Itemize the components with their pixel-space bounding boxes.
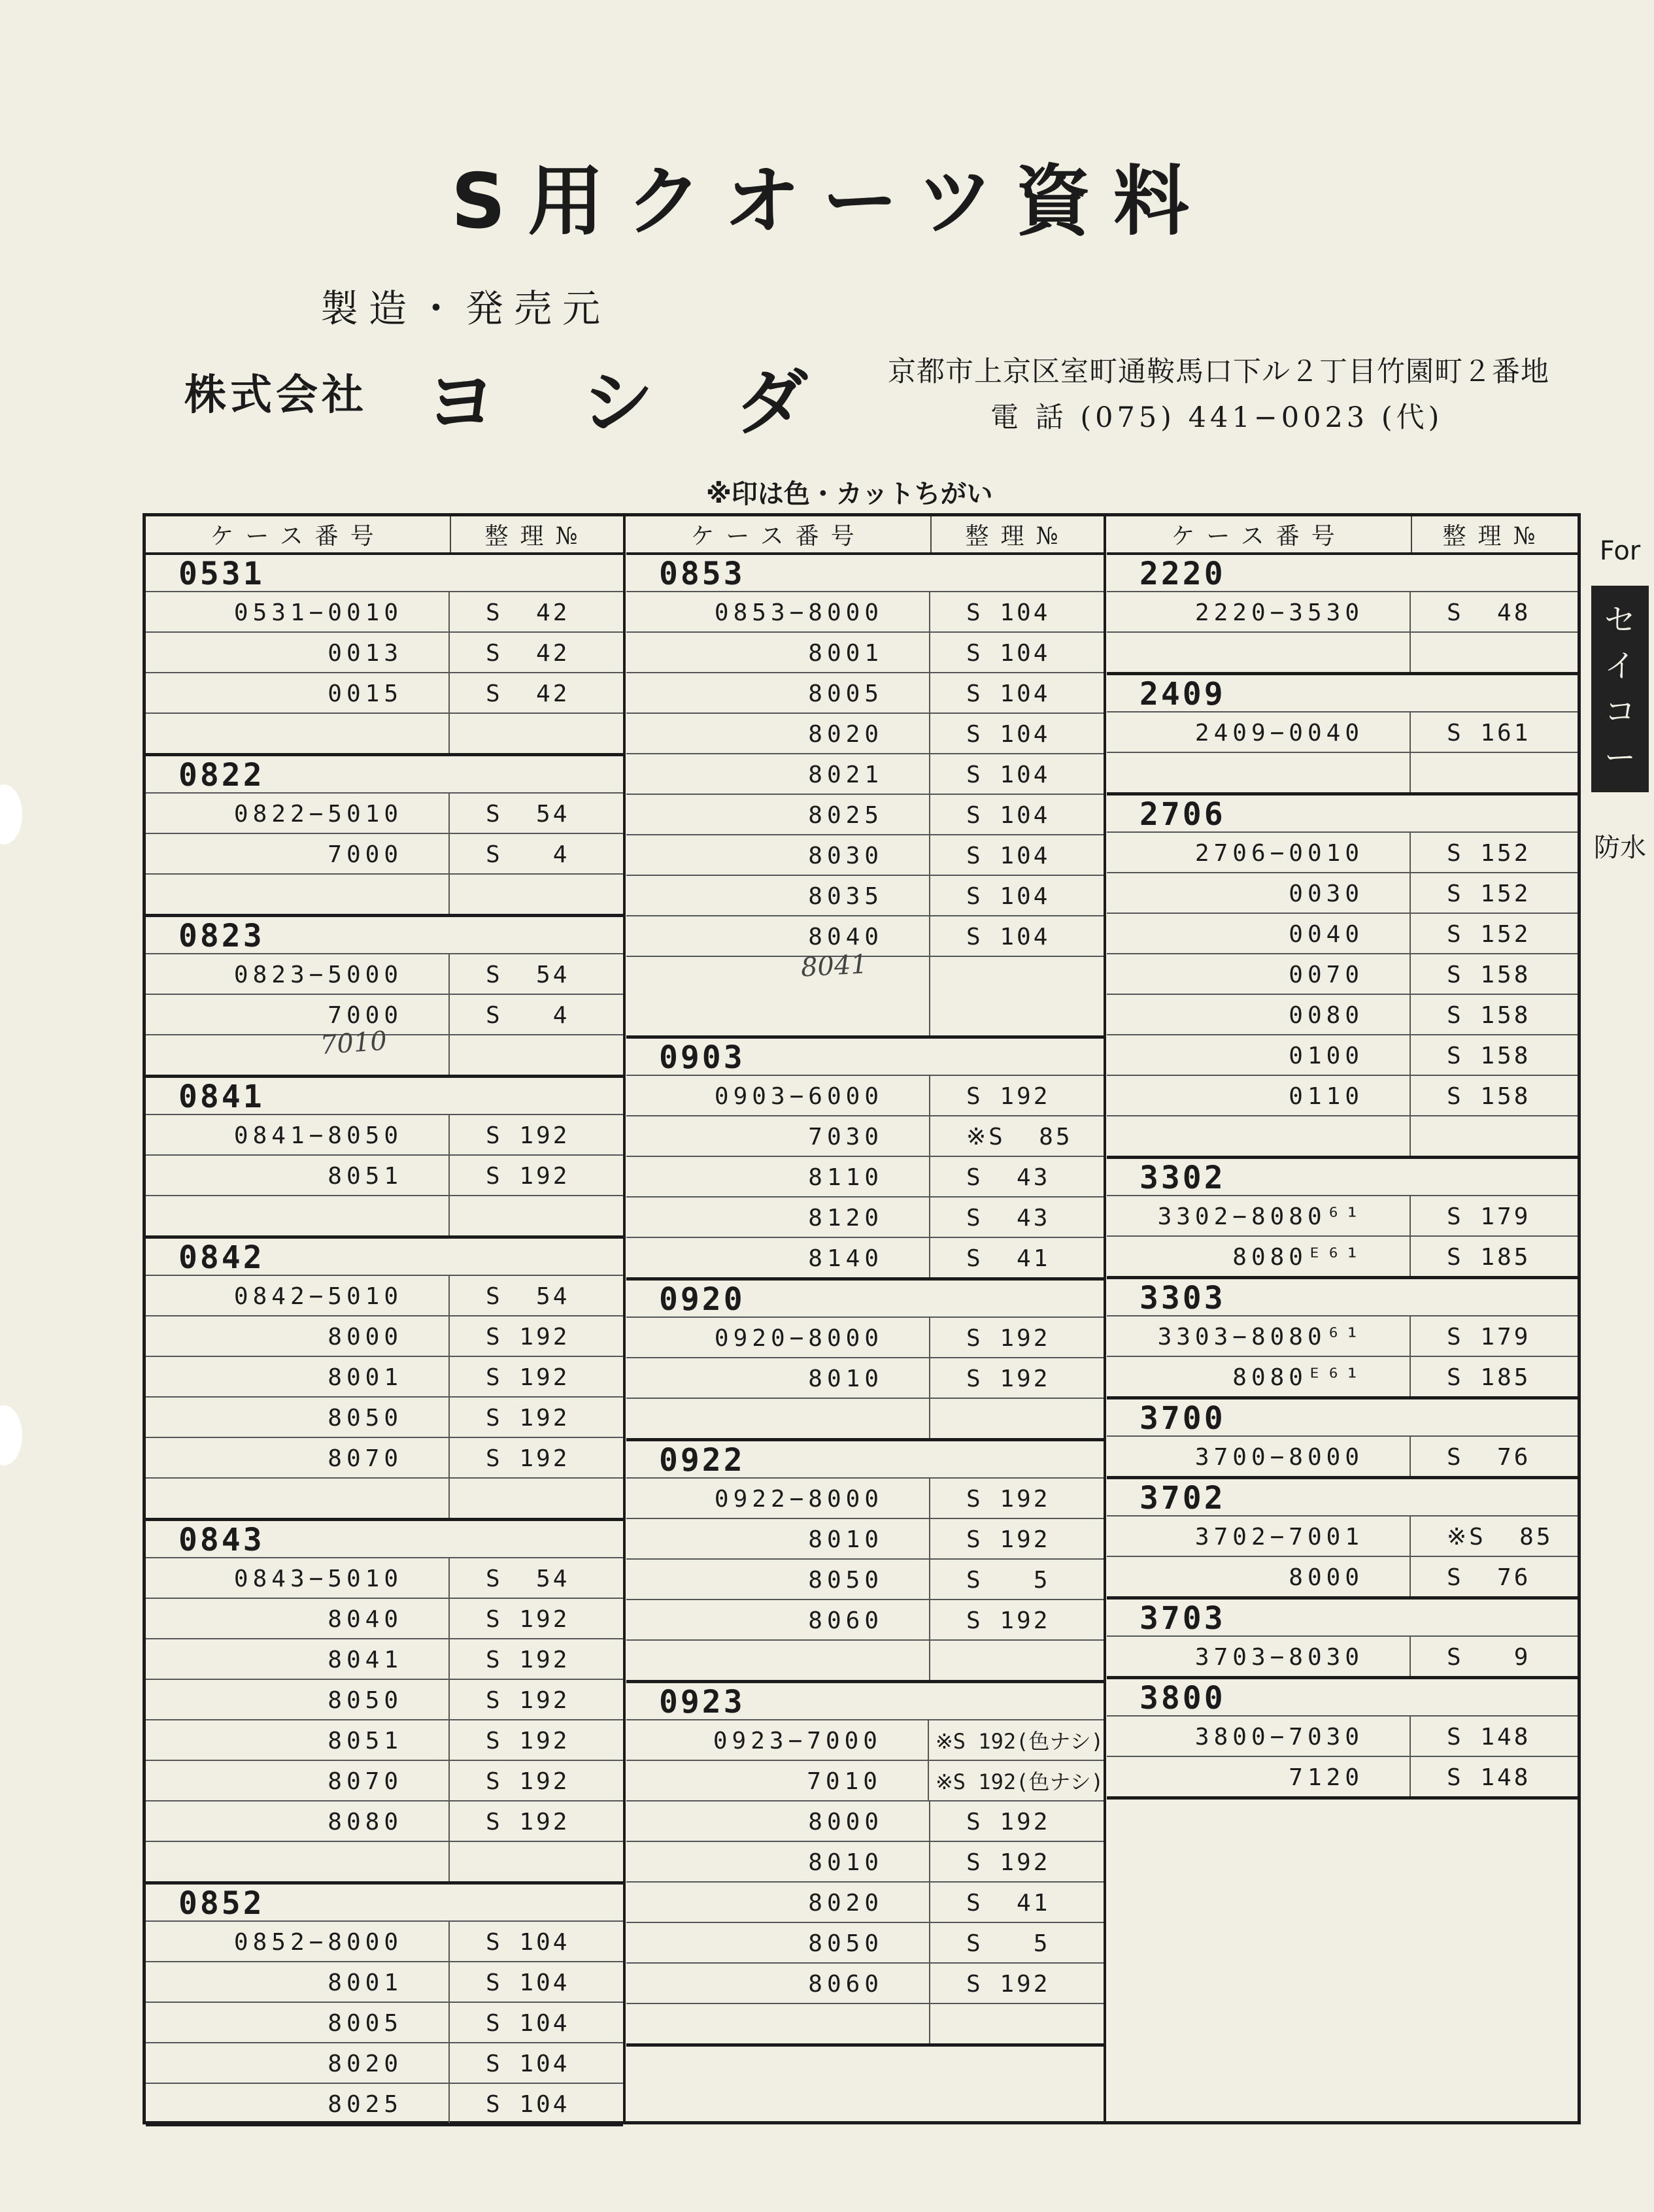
reference-number: S 104: [486, 2091, 570, 2118]
handwritten-note-7010: 7010: [319, 1026, 388, 1061]
reference-number: S 192: [486, 1606, 570, 1633]
case-number: 0822−5010: [146, 794, 450, 833]
reference-number: S 192: [966, 1325, 1051, 1352]
case-number: 8021: [626, 754, 930, 794]
case-reference-table: [143, 513, 1581, 2124]
group-code: 0920: [626, 1281, 1104, 1318]
reference-number: S 192: [486, 1445, 570, 1472]
table-row: [626, 1923, 1104, 1964]
group-code: 2220: [1107, 555, 1578, 592]
reference-number: S 148: [1447, 1764, 1531, 1791]
company-name: ヨシダ: [425, 361, 893, 444]
reference-number: S 42: [486, 599, 570, 626]
reference-number: S 158: [1447, 962, 1531, 988]
table-column: [626, 516, 1106, 2121]
maker-role: 製造・発売元: [320, 286, 611, 331]
case-number: 8025: [146, 2084, 450, 2123]
table-row: [626, 1720, 1104, 1761]
blank-row: [146, 1479, 623, 1518]
table-row: [146, 1115, 623, 1156]
table-row: [1107, 873, 1578, 914]
case-number: 8010: [626, 1519, 930, 1558]
reference-number: S 185: [1447, 1364, 1531, 1391]
reference-number: S 104: [966, 883, 1051, 910]
table-row: [626, 754, 1104, 795]
group-code: 0852: [146, 1885, 623, 1922]
case-number: 8041: [146, 1639, 450, 1679]
table-row: [626, 1479, 1104, 1519]
case-number: 7120: [1107, 1757, 1411, 1796]
table-row: [626, 1560, 1104, 1600]
case-number: 8051: [146, 1720, 450, 1760]
case-number: 0110: [1107, 1076, 1411, 1115]
reference-number: S 104: [966, 599, 1051, 626]
case-number: 2409−0040: [1107, 712, 1411, 752]
case-number: 0852−8000: [146, 1922, 450, 1961]
table-row: [146, 954, 623, 995]
table-row: [146, 633, 623, 673]
table-row: [146, 1639, 623, 1680]
table-row: [626, 1519, 1104, 1560]
table-row: [1107, 954, 1578, 995]
reference-number: S 192: [486, 1364, 570, 1391]
case-group-0923: [626, 1683, 1104, 2047]
group-code: 3303: [1107, 1279, 1578, 1316]
case-group-0841: [146, 1078, 623, 1239]
case-number-header: ケース番号: [146, 516, 451, 552]
table-row: [146, 1801, 623, 1842]
case-number: 8050: [146, 1680, 450, 1719]
reference-number: S 43: [966, 1205, 1051, 1232]
case-number: 3702−7001: [1107, 1517, 1411, 1556]
reference-number: S 104: [966, 924, 1051, 950]
case-number: 0920−8000: [626, 1318, 930, 1357]
case-group-3703: [1107, 1600, 1578, 1679]
case-number: 8051: [146, 1156, 450, 1195]
table-row: [1107, 1316, 1578, 1357]
reference-number-header: 整理№: [1442, 523, 1547, 550]
case-number: 2220−3530: [1107, 592, 1411, 631]
group-code: 0923: [626, 1683, 1104, 1720]
case-number: 0015: [146, 673, 450, 712]
group-code: 3703: [1107, 1600, 1578, 1637]
page-title: S用クオーツ資料: [451, 158, 1211, 246]
reference-number: S 9: [1447, 1644, 1531, 1671]
table-row: [626, 592, 1104, 633]
case-number: 8020: [626, 714, 930, 753]
table-row: [146, 794, 623, 834]
case-number: 8050: [626, 1923, 930, 1962]
reference-number: ※S 192(色ナシ): [935, 1729, 1104, 1754]
case-group-3700: [1107, 1399, 1578, 1479]
case-number: 7000: [146, 834, 450, 873]
binder-hole-bottom: [0, 1405, 22, 1466]
binder-hole-top: [0, 784, 22, 845]
table-row: [146, 1398, 623, 1438]
table-row: [146, 1156, 623, 1196]
reference-number: S 104: [966, 843, 1051, 869]
table-row: [1107, 592, 1578, 633]
reference-number: S 104: [966, 762, 1051, 788]
table-row: [626, 1198, 1104, 1238]
reference-number: S 192: [486, 1687, 570, 1714]
reference-number: S 152: [1447, 840, 1531, 867]
case-number: 8060: [626, 1964, 930, 2003]
group-code: 0842: [146, 1239, 623, 1276]
blank-row: [626, 1399, 1104, 1438]
reference-number: S 104: [486, 1969, 570, 1996]
company-address: 京都市上京区室町通鞍馬口下ル２丁目竹園町２番地: [888, 356, 1549, 388]
case-number: 8110: [626, 1157, 930, 1196]
case-group-2706: [1107, 796, 1578, 1159]
reference-number: S 192: [486, 1647, 570, 1673]
case-group-3800: [1107, 1679, 1578, 1800]
reference-number: S 54: [486, 801, 570, 828]
group-code: 3800: [1107, 1679, 1578, 1717]
table-row: [1107, 1237, 1578, 1276]
reference-number: S 4: [486, 1002, 570, 1029]
case-group-0822: [146, 756, 623, 917]
case-number: 8001: [146, 1357, 450, 1396]
table-row: [146, 834, 623, 875]
reference-number: S 48: [1447, 599, 1531, 626]
case-number: 0923−7000: [626, 1720, 929, 1760]
reference-number: S 5: [966, 1567, 1051, 1594]
table-row: [146, 2084, 623, 2123]
column-header: [146, 516, 623, 555]
case-number: 8080ᴱ⁶¹: [1107, 1357, 1411, 1396]
case-number: 7030: [626, 1116, 930, 1156]
case-number: 0842−5010: [146, 1276, 450, 1315]
case-group-0843: [146, 1521, 623, 1885]
case-number: 8140: [626, 1238, 930, 1277]
reference-number: S 192: [486, 1324, 570, 1350]
table-row: [626, 1883, 1104, 1923]
reference-number: S 4: [486, 841, 570, 868]
table-row: [146, 1276, 623, 1316]
reference-number: S 192: [966, 1607, 1051, 1634]
case-number: 8070: [146, 1761, 450, 1800]
legend-note: ※印は色・カットちがい: [706, 479, 993, 509]
group-code: 3702: [1107, 1479, 1578, 1517]
sidebar-for-label: For: [1599, 536, 1641, 566]
table-row: [146, 1922, 623, 1962]
case-number: 8025: [626, 795, 930, 834]
case-number: 0853−8000: [626, 592, 930, 631]
sidebar-tab: [1587, 536, 1653, 877]
case-number: 3703−8030: [1107, 1637, 1411, 1676]
reference-number: S 158: [1447, 1043, 1531, 1069]
case-number: 0070: [1107, 954, 1411, 994]
table-row: [1107, 1437, 1578, 1476]
handwritten-note-8041: 8041: [800, 949, 868, 983]
table-row: [146, 1357, 623, 1398]
case-group-0920: [626, 1281, 1104, 1441]
case-number: 0030: [1107, 873, 1411, 913]
blank-row: [1107, 753, 1578, 792]
blank-row: [146, 1842, 623, 1881]
column-header: [1107, 516, 1578, 555]
table-row: [626, 1600, 1104, 1641]
table-row: [146, 1680, 623, 1720]
table-row: [1107, 833, 1578, 873]
reference-number: S 104: [966, 802, 1051, 829]
reference-number: S 104: [486, 1929, 570, 1956]
reference-number: S 76: [1447, 1444, 1531, 1471]
case-group-2220: [1107, 555, 1578, 675]
blank-row: [146, 1196, 623, 1235]
reference-number: S 179: [1447, 1203, 1531, 1230]
case-group-0852: [146, 1885, 623, 2126]
table-row: [626, 1318, 1104, 1358]
table-row: [146, 1720, 623, 1761]
reference-number: S 179: [1447, 1324, 1531, 1350]
case-group-2409: [1107, 675, 1578, 796]
group-code: 0853: [626, 555, 1104, 592]
table-row: [146, 1558, 623, 1599]
reference-number: S 104: [966, 680, 1051, 707]
reference-number: ※S 85: [966, 1124, 1073, 1150]
reference-number-header: 整理№: [484, 523, 590, 550]
group-code: 3302: [1107, 1159, 1578, 1196]
case-number: 8035: [626, 876, 930, 915]
case-number: 8080ᴱ⁶¹: [1107, 1237, 1411, 1276]
table-row: [626, 1801, 1104, 1842]
reference-number: S 104: [486, 2051, 570, 2077]
reference-number: S 42: [486, 680, 570, 707]
company-phone: 電 話 (075) 441−0023 (代): [990, 401, 1443, 434]
reference-number: S 192: [486, 1728, 570, 1754]
table-row: [146, 2043, 623, 2084]
case-number: 0080: [1107, 995, 1411, 1034]
reference-number: S 158: [1447, 1002, 1531, 1029]
case-number: 8050: [146, 1398, 450, 1437]
company-prefix: 株式会社: [184, 371, 367, 420]
case-number: 8020: [626, 1883, 930, 1922]
table-row: [146, 673, 623, 714]
reference-number: S 41: [966, 1890, 1051, 1917]
table-row: [626, 1964, 1104, 2004]
reference-number: S 161: [1447, 720, 1531, 746]
table-row: [626, 1761, 1104, 1801]
table-row: [1107, 995, 1578, 1035]
reference-number: S 76: [1447, 1564, 1531, 1591]
case-number: 8000: [1107, 1557, 1411, 1596]
reference-number: S 54: [486, 1566, 570, 1592]
reference-number-header: 整理№: [965, 523, 1070, 550]
table-row: [146, 1438, 623, 1479]
reference-number: S 192: [966, 1366, 1051, 1392]
case-number: 8040: [626, 916, 930, 956]
table-row: [1107, 914, 1578, 954]
case-number: 0843−5010: [146, 1558, 450, 1598]
reference-number: S 192: [966, 1971, 1051, 1998]
case-number: 8020: [146, 2043, 450, 2083]
case-number: 0013: [146, 633, 450, 672]
case-number: 8070: [146, 1438, 450, 1477]
table-row: [626, 835, 1104, 876]
case-number: 0531−0010: [146, 592, 450, 631]
case-number: 8040: [146, 1599, 450, 1638]
blank-row: [626, 1641, 1104, 1680]
reference-number: S 192: [966, 1486, 1051, 1513]
reference-number: S 54: [486, 1283, 570, 1310]
case-number: 0922−8000: [626, 1479, 930, 1518]
case-number: 8005: [146, 2003, 450, 2042]
case-number: 3303−8080⁶¹: [1107, 1316, 1411, 1356]
case-group-0922: [626, 1441, 1104, 1683]
table-row: [1107, 1357, 1578, 1396]
case-group-3303: [1107, 1279, 1578, 1399]
table-row: [1107, 1557, 1578, 1596]
reference-number: S 104: [966, 640, 1051, 667]
table-row: [1107, 1637, 1578, 1676]
reference-number: S 158: [1447, 1083, 1531, 1110]
reference-number: S 192: [486, 1405, 570, 1432]
case-number: 8050: [626, 1560, 930, 1599]
case-number: 8120: [626, 1198, 930, 1237]
blank-row: [1107, 633, 1578, 672]
table-row: [626, 795, 1104, 835]
reference-number: ※S 85: [1447, 1524, 1553, 1550]
table-row: [146, 1316, 623, 1357]
group-code: 0823: [146, 917, 623, 954]
case-number: 8080: [146, 1801, 450, 1841]
reference-number: ※S 192(色ナシ): [935, 1769, 1104, 1794]
group-code: 0903: [626, 1039, 1104, 1076]
case-number: 0903−6000: [626, 1076, 930, 1115]
reference-number: S 192: [966, 1526, 1051, 1553]
group-code: 0822: [146, 756, 623, 794]
case-number: 8001: [146, 1962, 450, 2002]
case-group-3702: [1107, 1479, 1578, 1600]
group-code: 2409: [1107, 675, 1578, 712]
case-number: 8010: [626, 1842, 930, 1881]
reference-number: S 192: [486, 1163, 570, 1190]
table-row: [146, 2003, 623, 2043]
table-row: [626, 673, 1104, 714]
table-row: [626, 1842, 1104, 1883]
case-group-0842: [146, 1239, 623, 1521]
table-row: [146, 1599, 623, 1639]
table-column: [146, 516, 626, 2121]
case-number-header: ケース番号: [1107, 516, 1412, 552]
blank-row: [626, 996, 1104, 1035]
reference-number: S 192: [486, 1122, 570, 1149]
group-code: 3700: [1107, 1399, 1578, 1437]
table-row: [146, 592, 623, 633]
group-code: 0922: [626, 1441, 1104, 1479]
case-number: 7010: [626, 1761, 929, 1800]
blank-row: [1107, 1116, 1578, 1156]
table-row: [626, 633, 1104, 673]
blank-row: [146, 714, 623, 753]
case-group-3302: [1107, 1159, 1578, 1279]
table-row: [1107, 712, 1578, 753]
table-row: [1107, 1717, 1578, 1757]
table-row: [626, 1116, 1104, 1157]
table-row: [1107, 1076, 1578, 1116]
reference-number: S 152: [1447, 921, 1531, 948]
reference-number: S 43: [966, 1164, 1051, 1191]
table-row: [1107, 1035, 1578, 1076]
case-number: 3800−7030: [1107, 1717, 1411, 1756]
group-code: 0843: [146, 1521, 623, 1558]
case-group-0531: [146, 555, 623, 756]
table-row: [1107, 1517, 1578, 1557]
table-row: [626, 1358, 1104, 1399]
table-row: [1107, 1196, 1578, 1237]
reference-number: S 54: [486, 962, 570, 988]
reference-number: S 192: [486, 1809, 570, 1835]
case-number: 8000: [146, 1316, 450, 1356]
reference-number: S 148: [1447, 1724, 1531, 1751]
sidebar-brand-label: セイコー: [1591, 586, 1649, 792]
case-number: 8030: [626, 835, 930, 875]
case-group-0903: [626, 1039, 1104, 1281]
sidebar-category-label: 防水: [1594, 833, 1646, 863]
reference-number: S 192: [486, 1768, 570, 1795]
reference-number: S 192: [966, 1809, 1051, 1835]
group-code: 2706: [1107, 796, 1578, 833]
case-number: 8010: [626, 1358, 930, 1398]
reference-number: S 152: [1447, 880, 1531, 907]
case-number: 3700−8000: [1107, 1437, 1411, 1476]
case-number: 8060: [626, 1600, 930, 1639]
case-number: 0100: [1107, 1035, 1411, 1075]
table-column: [1107, 516, 1578, 2121]
group-code: 0841: [146, 1078, 623, 1115]
case-number: 0841−8050: [146, 1115, 450, 1154]
table-row: [626, 1076, 1104, 1116]
reference-number: S 185: [1447, 1244, 1531, 1271]
column-header: [626, 516, 1104, 555]
reference-number: S 42: [486, 640, 570, 667]
reference-number: S 5: [966, 1930, 1051, 1957]
table-row: [626, 876, 1104, 916]
blank-row: [626, 2004, 1104, 2043]
table-row: [146, 1761, 623, 1801]
table-row: [626, 1238, 1104, 1277]
reference-number: S 104: [966, 721, 1051, 748]
case-number: 3302−8080⁶¹: [1107, 1196, 1411, 1235]
case-number: 0823−5000: [146, 954, 450, 994]
case-number: 8001: [626, 633, 930, 672]
table-row: [626, 714, 1104, 754]
case-number: 2706−0010: [1107, 833, 1411, 872]
case-number: 8005: [626, 673, 930, 712]
reference-number: S 192: [966, 1083, 1051, 1110]
case-number: 0040: [1107, 914, 1411, 953]
table-row: [626, 1157, 1104, 1198]
table-row: [1107, 1757, 1578, 1796]
reference-number: S 104: [486, 2010, 570, 2037]
case-number: 8000: [626, 1801, 930, 1841]
case-number-header: ケース番号: [626, 516, 932, 552]
case-number: 7000: [146, 995, 450, 1034]
table-row: [146, 1962, 623, 2003]
group-code: 0531: [146, 555, 623, 592]
reference-number: S 192: [966, 1849, 1051, 1876]
blank-row: [146, 875, 623, 914]
reference-number: S 41: [966, 1245, 1051, 1272]
